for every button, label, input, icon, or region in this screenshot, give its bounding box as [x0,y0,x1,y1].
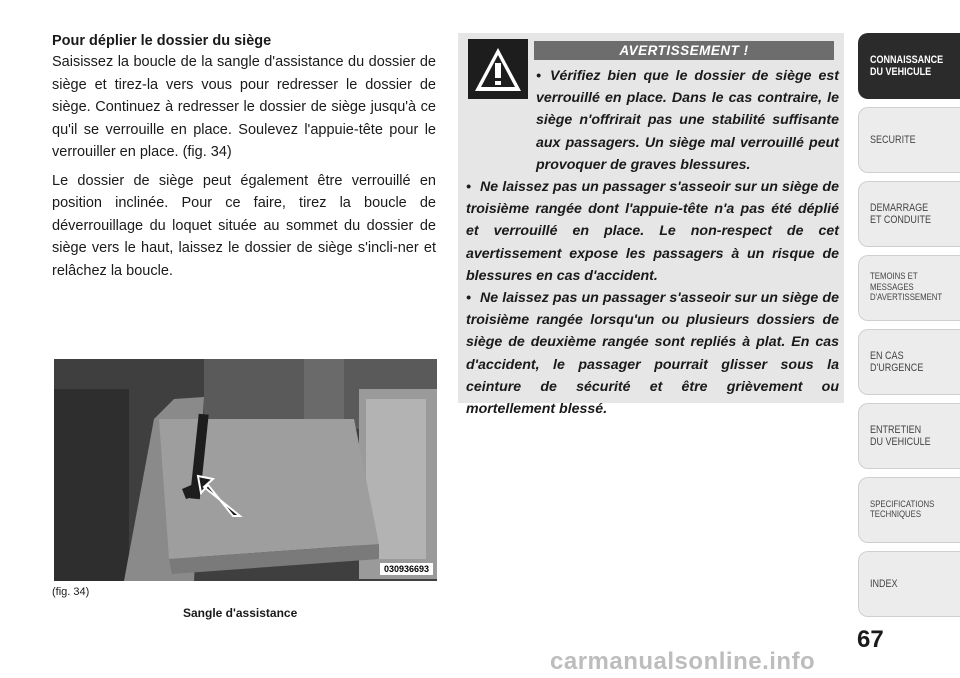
tab-entretien-vehicule[interactable]: ENTRETIEN DU VEHICULE [858,403,960,469]
tab-temoins-messages[interactable]: TEMOINS ET MESSAGES D'AVERTISSEMENT [858,255,960,321]
warning-title: AVERTISSEMENT ! [534,41,834,60]
page-number: 67 [857,626,884,653]
warning-body [466,65,839,420]
tab-en-cas-urgence[interactable]: EN CAS D'URGENCE [858,329,960,395]
tab-securite[interactable]: SECURITE [858,107,960,173]
figure-code: 030936693 [380,563,433,575]
seat-strap-illustration [54,359,437,581]
instructions-column [52,32,436,288]
tab-specifications-techniques[interactable]: SPECIFICATIONS TECHNIQUES [858,477,960,543]
warning-bullet-3: • Ne laissez pas un passager s'asseoir sur un siège de troisième rangée lorsqu'un ou plusieurs dossiers de siège de deuxième rangée sont repliés à plat. En cas d'accident, le passager pourrait glisser sous la ceinture de sécurité et être grièvement ou mortellement blessé. [466,290,839,418]
paragraph-recline: Le dossier de siège peut également être verrouillé en position inclinée. Pour ce faire, tirez la boucle de déverrouillage du loquet située au sommet du dossier de siège vers le haut, laissez le dossier de siège s'incli-ner et relâchez la boucle. [52,172,436,279]
section-heading: Pour déplier le dossier du siège [52,33,272,49]
tab-connaissance-vehicule[interactable]: CONNAISSANCE DU VEHICULE [858,33,960,99]
paragraph-unfold: Saisissez la boucle de la sangle d'assistance du dossier de siège et tirez-la vers vous pour redresser le dossier de siège. Continuez à redresser le dossier de siège jusqu'à ce qu'il se verrouille en place. Soulevez l'appuie-tête pour le verrouiller en place. (fig. 34) [52,54,436,160]
tab-demarrage-conduite[interactable]: DEMARRAGE ET CONDUITE [858,181,960,247]
figure-34-photo [54,359,437,581]
watermark: carmanualsonline.info [550,648,816,675]
warning-box [458,33,844,418]
warning-bullet-2: • Ne laissez pas un passager s'asseoir sur un siège de troisième rangée dont l'appuie-tête n'a pas été déplié et verrouillé en place. Le non-respect de cet avertissement expose les passagers à un risque de blessures en cas d'accident. [466,179,839,284]
warning-bullet-1: • Vérifiez bien que le dossier de siège est verrouillé en place. Dans le cas contraire, le siège n'offrirait pas une stabilité suffisante aux passagers. Un siège mal verrouillé peut provoquer de graves blessures. [536,68,839,173]
tab-index[interactable]: INDEX [858,551,960,617]
figure-reference: (fig. 34) [52,586,90,598]
figure-caption: Sangle d'assistance [183,606,298,620]
